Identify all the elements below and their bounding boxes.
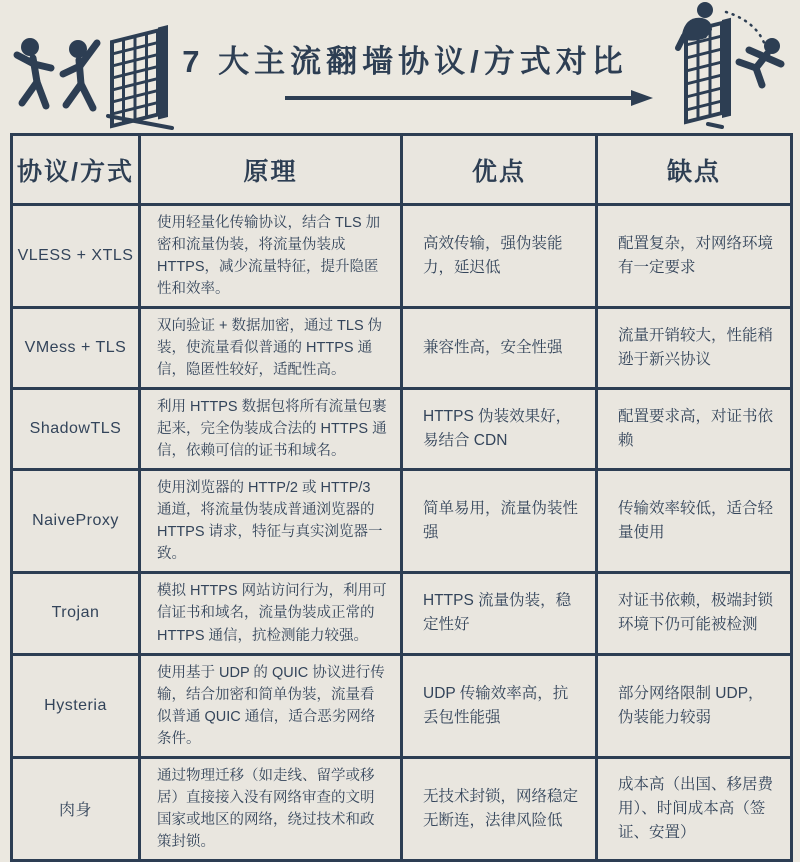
col-header-principle: 原理 (140, 135, 402, 205)
protocol-name: Hysteria (12, 654, 140, 757)
table-row (12, 757, 792, 860)
protocol-name: ShadowTLS (12, 389, 140, 470)
col-header-cons: 缺点 (597, 135, 792, 205)
cons-cell: 对证书依赖，极端封锁环境下仍可能被检测 (597, 573, 792, 654)
pros-cell: 简单易用，流量伪装性强 (402, 470, 597, 573)
principle-cell: 模拟 HTTPS 网站访问行为，利用可信证书和域名，流量伪装成正常的 HTTPS 通信，抗检测能力较强。 (140, 573, 402, 654)
wall-climber-escape-icon (648, 0, 798, 137)
cons-cell: 部分网络限制 UDP，伪装能力较弱 (597, 654, 792, 757)
table-header-row (12, 135, 792, 205)
pros-cell: 无技术封锁，网络稳定无断连，法律风险低 (402, 757, 597, 860)
principle-cell: 通过物理迁移（如走线、留学或移居）直接接入没有网络审查的文明国家或地区的网络，绕过技术和政策封锁。 (140, 757, 402, 860)
pros-cell: HTTPS 伪装效果好，易结合 CDN (402, 389, 597, 470)
table-row (12, 389, 792, 470)
principle-cell: 使用基于 UDP 的 QUIC 协议进行传输，结合加密和简单伪装，流量看似普通 QUIC 通信，适合恶劣网络条件。 (140, 654, 402, 757)
cons-cell: 流量开销较大，性能稍逊于新兴协议 (597, 308, 792, 389)
col-header-pros: 优点 (402, 135, 597, 205)
cons-cell: 配置要求高，对证书依赖 (597, 389, 792, 470)
cons-cell: 配置复杂，对网络环境有一定要求 (597, 205, 792, 308)
table-row (12, 654, 792, 757)
right-arrow-icon (283, 88, 655, 113)
protocol-name: VMess + TLS (12, 308, 140, 389)
principle-cell: 利用 HTTPS 数据包将所有流量包裹起来，完全伪装成合法的 HTTPS 通信，依赖可信的证书和域名。 (140, 389, 402, 470)
pros-cell: HTTPS 流量伪装，稳定性好 (402, 573, 597, 654)
cons-cell: 传输效率较低，适合轻量使用 (597, 470, 792, 573)
principle-cell: 使用轻量化传输协议，结合 TLS 加密和流量伪装，将流量伪装成 HTTPS，减少流量特征，提升隐匿性和效率。 (140, 205, 402, 308)
table-row (12, 205, 792, 308)
cons-cell: 成本高（出国、移居费用）、时间成本高（签证、安置） (597, 757, 792, 860)
protocol-name: NaiveProxy (12, 470, 140, 573)
page-title: 7 大主流翻墙协议/方式对比 (182, 44, 628, 79)
protocol-name: VLESS + XTLS (12, 205, 140, 308)
principle-cell: 使用浏览器的 HTTP/2 或 HTTP/3 通道，将流量伪装成普通浏览器的 HTTPS 请求，特征与真实浏览器一致。 (140, 470, 402, 573)
principle-cell: 双向验证 + 数据加密，通过 TLS 伪装，使流量看似普通的 HTTPS 通信，隐匿性较好，适配性高。 (140, 308, 402, 389)
protocol-name: Trojan (12, 573, 140, 654)
comparison-table (10, 133, 793, 862)
header-banner (0, 0, 800, 133)
protocol-name: 肉身 (12, 757, 140, 860)
table-row (12, 573, 792, 654)
table-row (12, 470, 792, 573)
table-row (12, 308, 792, 389)
dancing-figures-icon (8, 34, 112, 127)
col-header-protocol: 协议/方式 (12, 135, 140, 205)
pros-cell: UDP 传输效率高，抗丢包性能强 (402, 654, 597, 757)
pros-cell: 高效传输，强伪装能力，延迟低 (402, 205, 597, 308)
pros-cell: 兼容性高，安全性强 (402, 308, 597, 389)
